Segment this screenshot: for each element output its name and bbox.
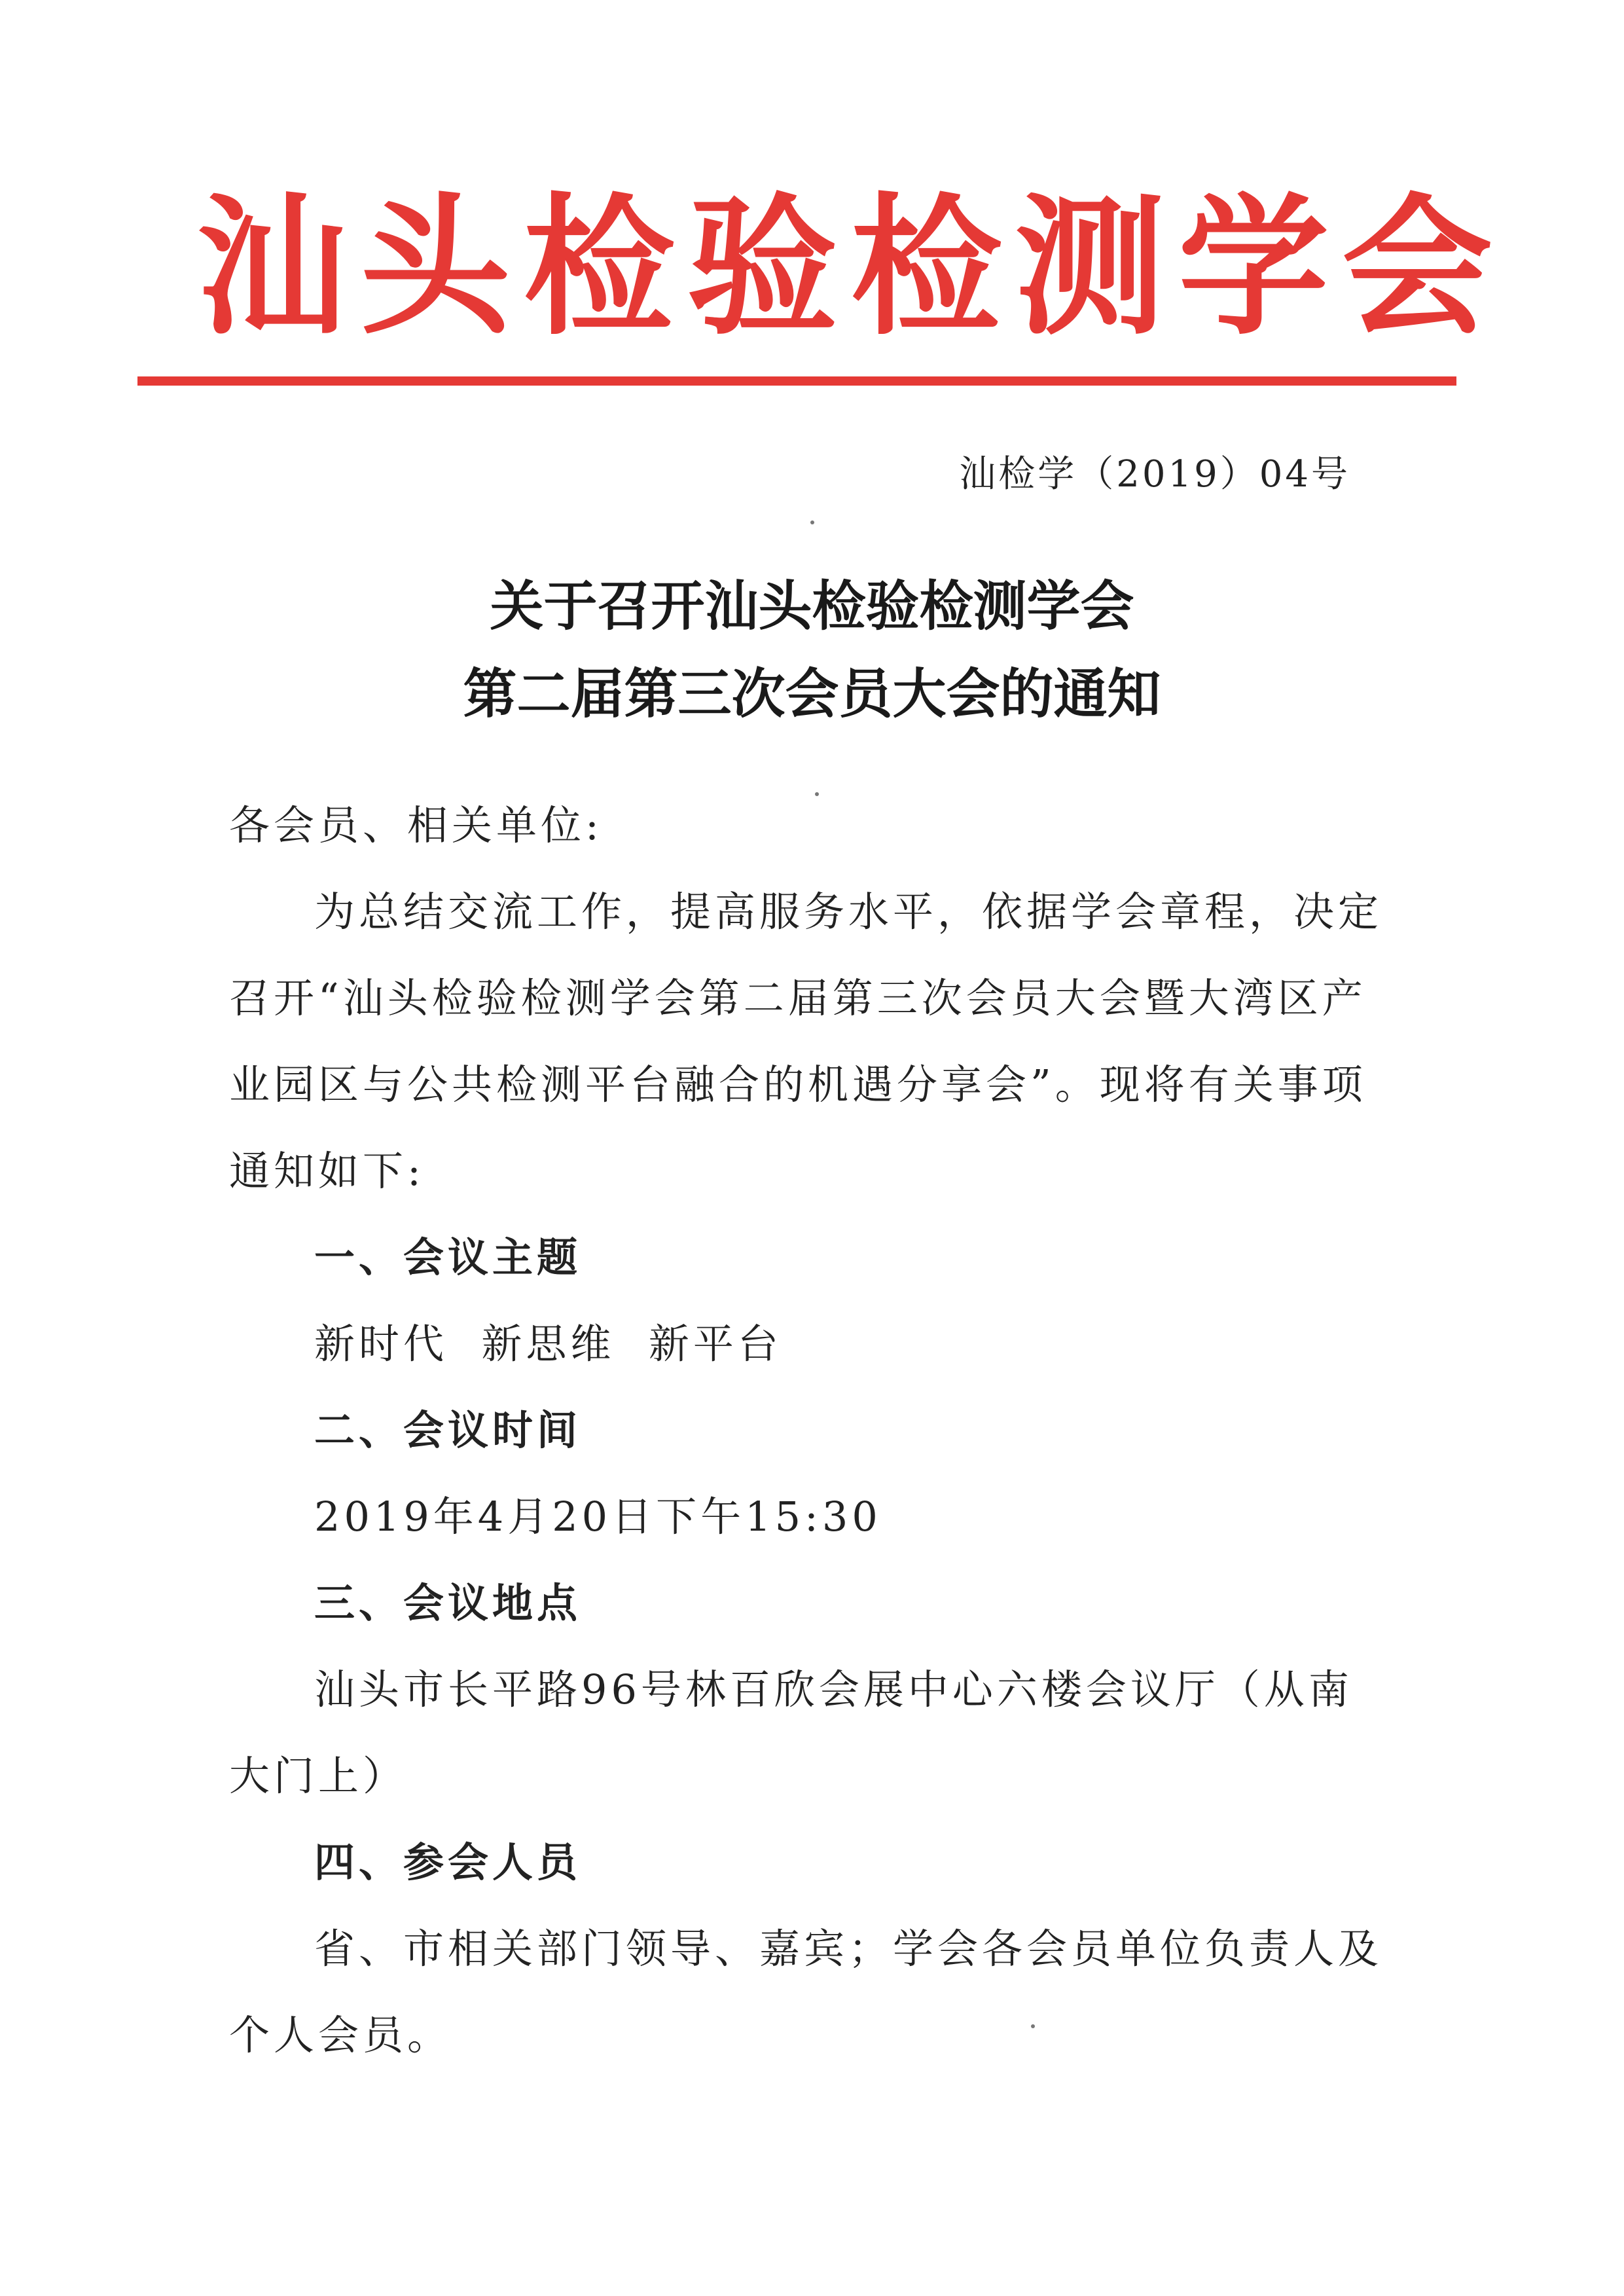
section-content-attendees-line-2: 个人会员。 — [229, 2011, 452, 2059]
section-heading-venue: 三、会议地点 — [314, 1579, 582, 1627]
document-title — [0, 563, 1624, 738]
section-heading-time: 二、会议时间 — [314, 1406, 582, 1454]
document-body — [229, 782, 1383, 2079]
title-line-2: 第二届第三次会员大会的通知 — [463, 663, 1161, 725]
section-heading-theme: 一、会议主题 — [314, 1233, 582, 1281]
salutation: 各会员、相关单位: — [229, 801, 603, 849]
intro-line-2: 召开“汕头检验检测学会第二届第三次会员大会暨大湾区产 — [229, 974, 1367, 1022]
section-heading-attendees: 四、参会人员 — [314, 1838, 582, 1886]
title-line-1: 关于召开汕头检验检测学会 — [490, 575, 1134, 638]
intro-line-1: 为总结交流工作，提高服务水平，依据学会章程，决定 — [314, 888, 1383, 936]
letterhead-red-rule — [137, 376, 1456, 386]
section-content-time: 2019年4月20日下午15:30 — [314, 1493, 882, 1540]
section-content-attendees-line-1: 省、市相关部门领导、嘉宾；学会各会员单位负责人及 — [314, 1925, 1383, 1973]
intro-line-4: 通知如下: — [229, 1147, 425, 1195]
scan-speck — [810, 520, 814, 524]
section-content-venue-line-1: 汕头市长平路96号林百欣会展中心六楼会议厅（从南 — [314, 1666, 1353, 1713]
scan-speck — [1031, 2024, 1035, 2028]
section-content-theme: 新时代 新思维 新平台 — [314, 1320, 782, 1368]
intro-line-3: 业园区与公共检测平台融合的机遇分享会”。现将有关事项 — [229, 1061, 1367, 1108]
letterhead-org-name: 汕头检验检测学会 — [196, 181, 1506, 355]
document-number: 汕检学（2019）04号 — [959, 453, 1350, 496]
scan-speck — [815, 792, 819, 796]
section-content-venue-line-2: 大门上） — [229, 1752, 408, 1800]
